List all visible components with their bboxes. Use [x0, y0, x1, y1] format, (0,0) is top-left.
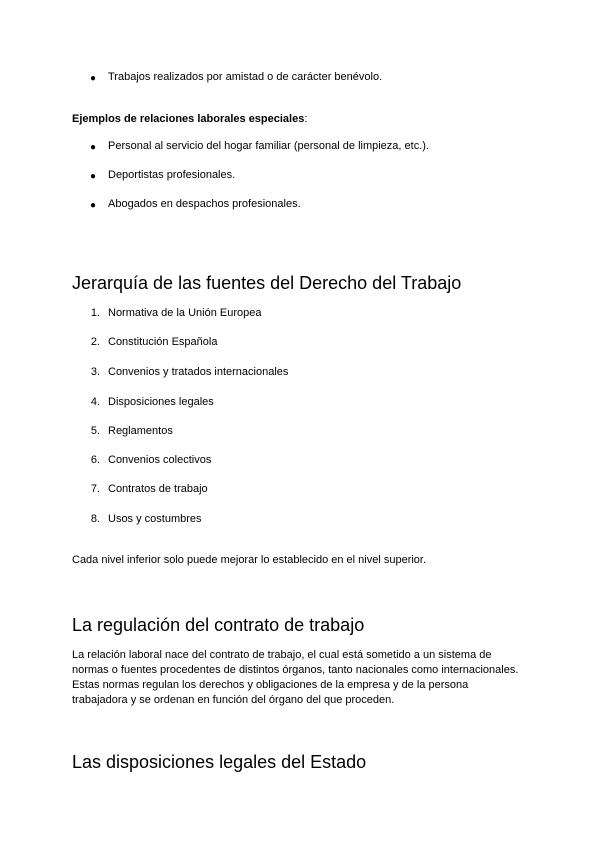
bullet-icon: ●: [90, 73, 97, 84]
list-number: 2.: [90, 336, 100, 348]
list-item: Normativa de la Unión Europea: [108, 307, 262, 319]
hierarchy-title: Jerarquía de las fuentes del Derecho del Trabajo: [72, 273, 462, 293]
list-number: 1.: [90, 307, 100, 319]
state-provisions-title: Las disposiciones legales del Estado: [72, 752, 367, 772]
hierarchy-note: Cada nivel inferior solo puede mejorar lo establecido en el nivel superior.: [72, 554, 427, 566]
regulation-paragraph: [72, 648, 542, 708]
list-item: Convenios colectivos: [108, 454, 212, 466]
list-number: 4.: [90, 396, 100, 408]
list-item: Trabajos realizados por amistad o de carácter benévolo.: [108, 71, 383, 83]
list-item: Usos y costumbres: [108, 513, 202, 525]
list-number: 3.: [90, 366, 100, 378]
heading-colon: :: [304, 113, 308, 125]
regulation-title: La regulación del contrato de trabajo: [72, 615, 365, 635]
bullet-icon: ●: [90, 142, 97, 153]
special-relations-heading-text: Ejemplos de relaciones laborales especiales: [72, 113, 305, 125]
list-item: Convenios y tratados internacionales: [108, 366, 289, 378]
list-item: Deportistas profesionales.: [108, 169, 236, 181]
list-item: Abogados en despachos profesionales.: [108, 198, 301, 210]
list-number: 6.: [90, 454, 100, 466]
bullet-icon: ●: [90, 200, 97, 211]
list-item: Reglamentos: [108, 425, 173, 437]
list-number: 7.: [90, 483, 100, 495]
paragraph-line: trabajadora y se ordenan en función del órgano del que proceden.: [72, 694, 395, 706]
list-number: 5.: [90, 425, 100, 437]
list-number: 8.: [90, 513, 100, 525]
paragraph-line: normas o fuentes procedentes de distintos órganos, tanto nacionales como internacionales.: [72, 664, 519, 676]
list-item: Personal al servicio del hogar familiar (personal de limpieza, etc.).: [108, 140, 429, 152]
paragraph-line: Estas normas regulan los derechos y obligaciones de la empresa y de la persona: [72, 679, 469, 691]
list-item: Contratos de trabajo: [108, 483, 208, 495]
bullet-icon: ●: [90, 171, 97, 182]
special-relations-heading: [72, 112, 307, 127]
list-item: Constitución Española: [108, 336, 218, 348]
paragraph-line: La relación laboral nace del contrato de trabajo, el cual está sometido a un sistema de: [72, 649, 492, 661]
list-item: Disposiciones legales: [108, 396, 214, 408]
